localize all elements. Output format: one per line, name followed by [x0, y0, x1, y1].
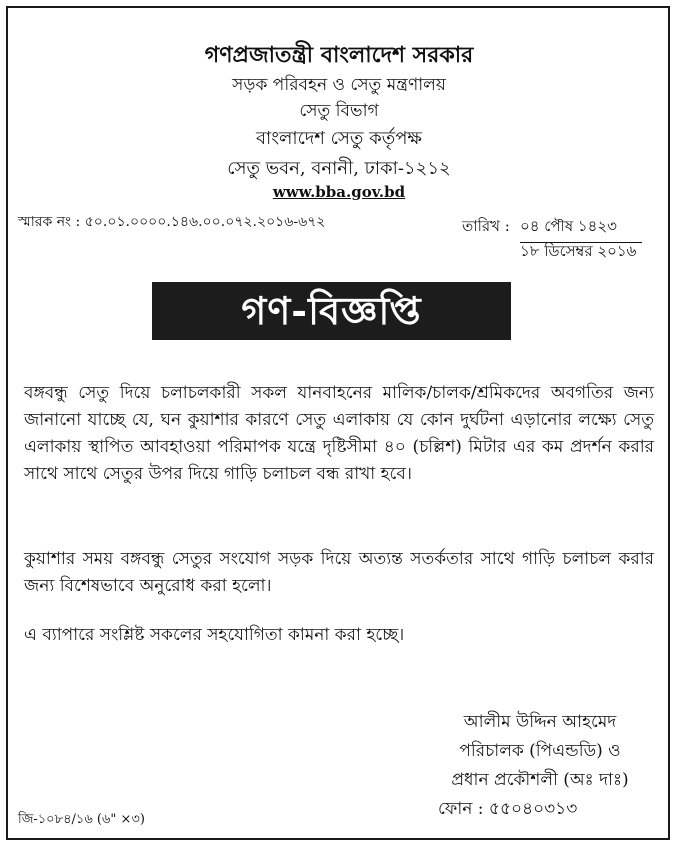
notice-title-banner: গণ-বিজ্ঞপ্তি	[152, 282, 511, 340]
office-address: সেতু ভবন, বনানী, ঢাকা-১২১২	[227, 158, 451, 179]
government-title: গণপ্রজাতন্ত্রী বাংলাদেশ সরকার	[204, 42, 474, 68]
date-bangla: ০৪ পৌষ ১৪২৩	[520, 215, 642, 243]
date-english: ১৮ ডিসেম্বর ২০১৬	[520, 242, 637, 260]
website-link[interactable]: www.bba.gov.bd	[272, 183, 406, 201]
signatory-name: আলীম উদ্দিন আহমেদ	[463, 712, 617, 732]
signatory-role: প্রধান প্রকৌশলী (অঃ দাঃ)	[451, 770, 629, 790]
signatory-phone: ফোন : ৫৫০৪০৩১৩	[438, 799, 578, 819]
memo-label: স্মারক নং :	[18, 214, 81, 230]
notice-paragraph-2: কুয়াশার সময় বঙ্গবন্ধু সেতুর সংযোগ সড়ক দিয়ে অত্যন্ত সতর্কতার সাথে গাড়ি চলাচল করার জন্য বিশেষভাবে অনুরোধ করা হলো।	[24, 549, 654, 596]
division-name: সেতু বিভাগ	[299, 101, 379, 121]
ad-reference: জি-১০৮৪/১৬ (৬" ×৩)	[18, 812, 145, 827]
memo-value: ৫০.০১.০০০০.১৪৬.০০.০৭২.২০১৬-৬৭২	[84, 214, 326, 230]
signatory-designation: পরিচালক (পিএন্ডডি) ও	[459, 741, 621, 761]
memo-number	[18, 210, 325, 234]
date-label: তারিখ :	[462, 217, 510, 235]
ministry-name: সড়ক পরিবহন ও সেতু মন্ত্রণালয়	[232, 75, 446, 95]
authority-name: বাংলাদেশ সেতু কর্তৃপক্ষ	[256, 128, 422, 149]
notice-paragraph-3: এ ব্যাপারে সংশ্লিষ্ট সকলের সহযোগিতা কামনা করা হচ্ছে।	[24, 625, 405, 645]
notice-paragraph-1: বঙ্গবন্ধু সেতু দিয়ে চলাচলকারী সকল যানবাহনের মালিক/চালক/শ্রমিকদের অবগতির জন্য জানানো যাচ্ছে যে, ঘন কুয়াশার কারণে সেতু এলাকায় যে কোন দুর্ঘটনা এড়ানোর লক্ষ্যে সেতু এলাকায় স্থাপিত আবহাওয়া পরিমাপক যন্ত্রে দৃষ্টিসীমা ৪০ (চল্লিশ) মিটার এর কম প্রদর্শন করার সাথে সাথে সেতুর উপর দিয়ে গাড়ি চলাচল বন্ধ রাখা হবে।	[24, 383, 654, 484]
signature-block	[420, 708, 660, 824]
